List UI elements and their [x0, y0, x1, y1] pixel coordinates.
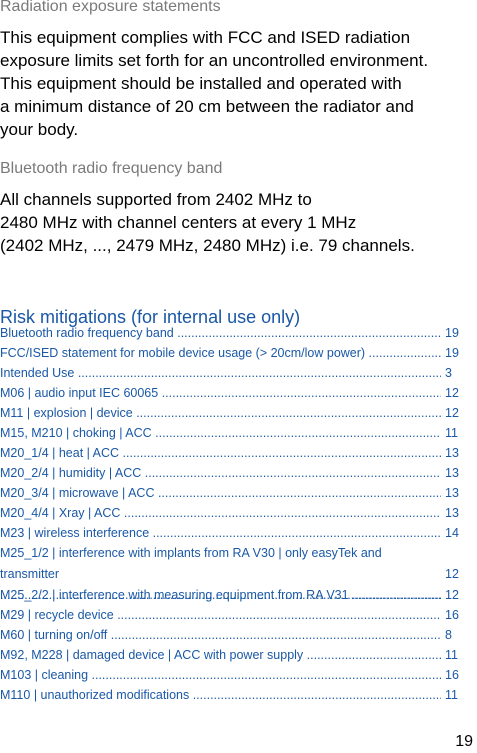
toc-entry-label[interactable]: M110 | unauthorized modifications ..... [0, 685, 441, 705]
toc-entry[interactable] [0, 585, 471, 605]
toc-entry-label[interactable]: M20_3/4 | microwave | ACC ..... [0, 483, 441, 503]
toc-entry-label[interactable]: M06 | audio input IEC 60065 ..... [0, 383, 441, 403]
toc-entry-label[interactable]: M20_1/4 | heat | ACC ..... [0, 443, 441, 463]
toc-title: Risk mitigations (for internal use only) [0, 307, 301, 327]
toc-entry-label[interactable]: Bluetooth radio frequency band ..... [0, 323, 441, 343]
toc-entry-page[interactable]: 16 [445, 668, 459, 682]
toc-entry[interactable] [0, 403, 471, 423]
bluetooth-heading: Bluetooth radio frequency band [0, 160, 223, 177]
toc-entry-page[interactable]: 12 [445, 406, 459, 420]
toc-entry[interactable] [0, 363, 471, 383]
toc-list [0, 323, 471, 705]
page-number: 19 [455, 733, 473, 750]
toc-entry[interactable] [0, 463, 471, 483]
toc-entry-page[interactable]: 13 [445, 506, 459, 520]
toc-entry-page[interactable]: 12 [445, 588, 459, 602]
toc-entry-page[interactable]: 3 [445, 366, 452, 380]
toc-entry-page[interactable]: 13 [445, 486, 459, 500]
toc-entry-label[interactable]: M20_2/4 | humidity | ACC ..... [0, 463, 441, 483]
toc-entry-label[interactable]: M92, M228 | damaged device | ACC with power supply ..... [0, 645, 441, 665]
toc-entry-label[interactable]: M25_1/2 | interference with implants from RA V30 | only easyTek and transmitter ..... [0, 543, 441, 606]
toc-entry-page[interactable]: 13 [445, 466, 459, 480]
toc-entry-label[interactable]: M20_4/4 | Xray | ACC ..... [0, 503, 441, 523]
toc-entry-label[interactable]: M60 | turning on/off ..... [0, 625, 441, 645]
toc-entry-label[interactable]: M23 | wireless interference ..... [0, 523, 441, 543]
toc-entry-page[interactable]: 11 [445, 688, 458, 702]
toc-entry[interactable] [0, 423, 471, 443]
toc-entry[interactable] [0, 483, 471, 503]
toc-entry[interactable] [0, 383, 471, 403]
radiation-heading: Radiation exposure statements [0, 0, 221, 15]
toc-entry[interactable] [0, 665, 471, 685]
bluetooth-paragraph: All channels supported from 2402 MHz to 2480 MHz with channel centers at every 1 MHz (2402 MHz, ..., 2479 MHz, 2480 MHz) i.e. 79 channels. [0, 190, 415, 255]
toc-entry[interactable] [0, 503, 471, 523]
toc-entry[interactable] [0, 543, 471, 585]
toc-entry[interactable] [0, 523, 471, 543]
toc-entry-label[interactable]: M15, M210 | choking | ACC ..... [0, 423, 441, 443]
toc-entry-label[interactable]: Intended Use ..... [0, 363, 441, 383]
toc-entry-page[interactable]: 19 [445, 346, 459, 360]
toc-entry[interactable] [0, 605, 471, 625]
toc-entry[interactable] [0, 685, 471, 705]
toc-entry-label[interactable]: M25_2/2 | interference with measuring equipment from RA V31 ..... [0, 585, 441, 605]
toc-entry-label[interactable]: M29 | recycle device ..... [0, 605, 441, 625]
toc-entry-label[interactable]: M11 | explosion | device ..... [0, 403, 441, 423]
toc-entry[interactable] [0, 645, 471, 665]
toc-entry[interactable] [0, 625, 471, 645]
toc-entry-page[interactable]: 16 [445, 608, 459, 622]
toc-entry-page[interactable]: 14 [445, 526, 459, 540]
toc-entry-label[interactable]: FCC/ISED statement for mobile device usage (> 20cm/low power) ..... [0, 343, 441, 363]
toc-entry-page[interactable]: 12 [445, 567, 459, 581]
toc-entry-page[interactable]: 11 [445, 648, 458, 662]
toc-entry-label[interactable]: M103 | cleaning ..... [0, 665, 441, 685]
toc-entry-page[interactable]: 11 [445, 426, 458, 440]
toc-entry[interactable] [0, 443, 471, 463]
toc-entry[interactable] [0, 343, 471, 363]
toc-entry-page[interactable]: 12 [445, 386, 459, 400]
toc-entry-page[interactable]: 8 [445, 628, 452, 642]
toc-entry-page[interactable]: 19 [445, 326, 459, 340]
toc-entry-page[interactable]: 13 [445, 446, 459, 460]
toc-entry[interactable] [0, 323, 471, 343]
radiation-paragraph: This equipment complies with FCC and ISED radiation exposure limits set forth for an uncontrolled environment. This equipment should be installed and operated with a minimum distance of 20 cm between the radiator and your body. [0, 28, 429, 139]
